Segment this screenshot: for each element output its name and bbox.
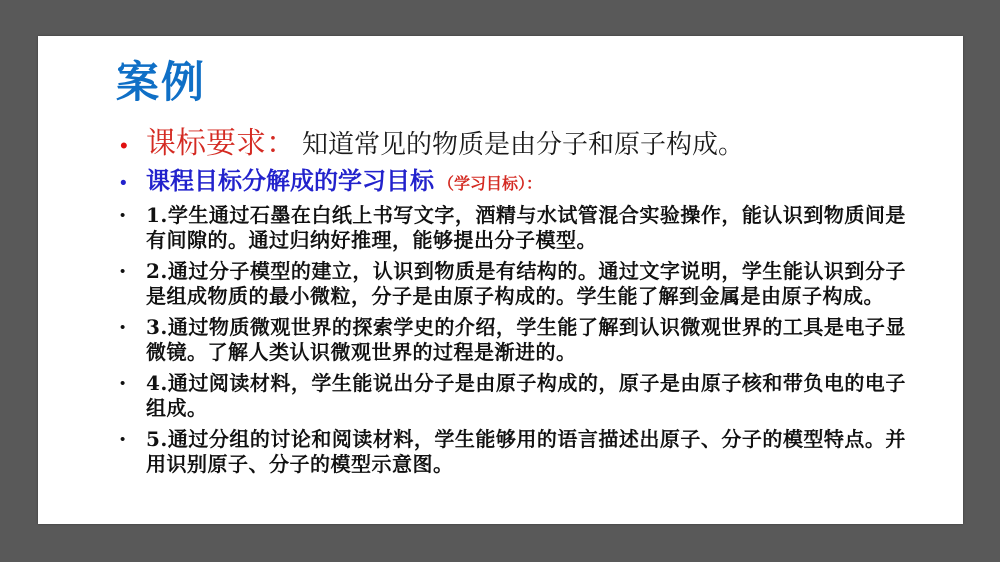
objective-text: 3.通过物质微观世界的探索学史的介绍，学生能了解到认识微观世界的工具是电子显微镜。了解人类认识微观世界的过程是渐进的。 xyxy=(146,315,906,364)
objective-text: 1.学生通过石墨在白纸上书写文字，酒精与水试管混合实验操作，能认识到物质间是有间隙的。通过归纳好推理，能够提出分子模型。 xyxy=(146,203,906,252)
objective-item xyxy=(116,371,923,421)
black-bullet-icon: • xyxy=(120,375,126,392)
blue-bullet-icon: • xyxy=(120,173,127,194)
black-bullet-icon: • xyxy=(120,431,126,448)
presentation-slide xyxy=(38,36,963,524)
black-bullet-icon: • xyxy=(120,207,126,224)
curriculum-requirement-row xyxy=(116,126,923,164)
objective-item xyxy=(116,427,923,477)
goal-heading-note: （学习目标）： xyxy=(438,174,543,193)
objective-text: 4.通过阅读材料，学生能说出分子是由原子构成的，原子是由原子核和带负电的电子组成。 xyxy=(146,371,906,420)
objective-item xyxy=(116,203,923,253)
black-bullet-icon: • xyxy=(120,263,126,280)
slide-title: 案例 xyxy=(116,59,206,107)
curriculum-requirement-text: 知道常见的物质是由分子和原子构成。 xyxy=(302,130,745,160)
goal-heading-row xyxy=(116,166,923,199)
goal-heading-label: 课程目标分解成的学习目标 xyxy=(146,166,434,195)
curriculum-requirement-label: 课标要求： xyxy=(146,126,296,161)
objective-item xyxy=(116,259,923,309)
objective-item xyxy=(116,315,923,365)
red-bullet-icon: • xyxy=(120,133,128,158)
black-bullet-icon: • xyxy=(120,319,126,336)
objective-text: 5.通过分组的讨论和阅读材料，学生能够用的语言描述出原子、分子的模型特点。并用识别原子、分子的模型示意图。 xyxy=(146,427,906,476)
objective-text: 2.通过分子模型的建立，认识到物质是有结构的。通过文字说明，学生能认识到分子是组成物质的最小微粒，分子是由原子构成的。学生能了解到金属是由原子构成。 xyxy=(146,259,906,308)
